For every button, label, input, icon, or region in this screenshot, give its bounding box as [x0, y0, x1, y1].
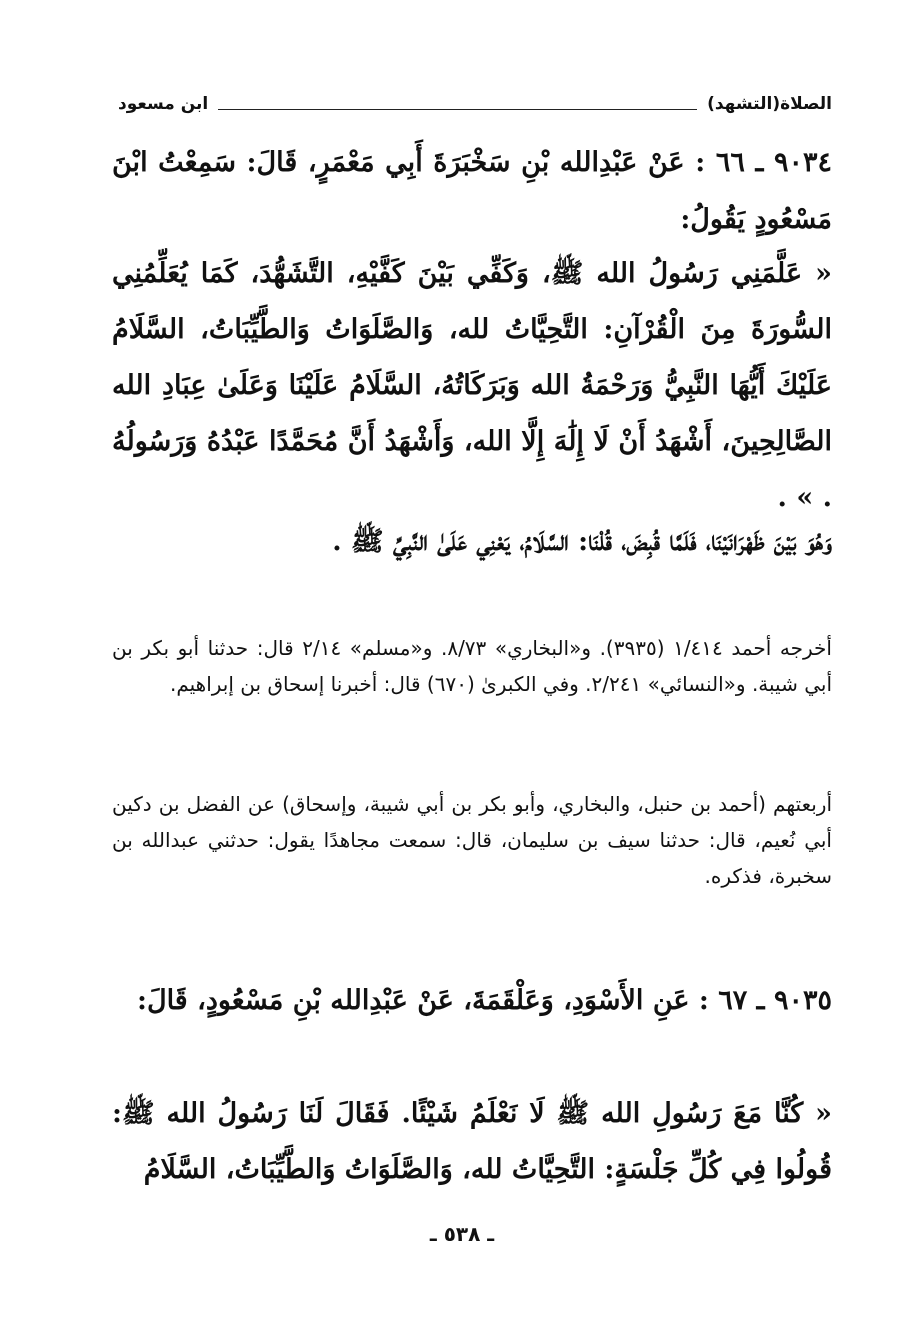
takhrij-9034-chain: أربعتهم (أحمد بن حنبل، والبخاري، وأبو بكر بن أبي شيبة، وإسحاق) عن الفضل بن دكين أبي نُعيم، قال: حدثنا سيف بن سليمان، قال: سمعت مجاهدًا يقول: حدثني عبدالله بن سخبرة، فذكره. [112, 792, 832, 888]
hadith-9034-isnad: ٩٠٣٤ ـ ٦٦ : عَنْ عَبْدِالله بْنِ سَخْبَرَةَ أَبِي مَعْمَرٍ، قَالَ: سَمِعْتُ ابْنَ مَسْعُودٍ يَقُولُ: [112, 147, 832, 235]
hadith-9035-isnad: ٩٠٣٥ ـ ٦٧ : عَنِ الأَسْوَدِ، وَعَلْقَمَةَ، عَنْ عَبْدِالله بْنِ مَسْعُودٍ، قَالَ: [136, 985, 832, 1016]
hadith-9035-matn: « كُنَّا مَعَ رَسُولِ الله ﷺ لَا نَعْلَمُ شَيْئًا. فَقَالَ لَنَا رَسُولُ الله ﷺ: قُولُوا فِي كُلِّ جَلْسَةٍ: التَّحِيَّاتُ لله، وَالصَّلَوَاتُ وَالطَّيِّبَاتُ، السَّلَامُ [112, 1098, 832, 1185]
page-number: ـ ٥٣٨ ـ [429, 1222, 495, 1246]
takhrij-9034-sources: أخرجه أحمد ١/٤١٤ (٣٩٣٥). و«البخاري» ٨/٧٣. و«مسلم» ٢/١٤ قال: حدثنا أبو بكر بن أبي شيبة. و«النسائي» ٢/٢٤١. وفي الكبرىٰ (٦٧٠) قال: أخبرنا إسحاق بن إبراهيم. [112, 636, 832, 696]
hadith-9034-addendum: وَهُوَ بَيْنَ ظَهْرَانَيْنَا، فَلَمَّا قُبِضَ، قُلْنَا: السَّلَامُ، يَعْنِي عَلَىٰ النَّبِيِّ ﷺ . [332, 526, 832, 557]
running-header [118, 92, 832, 116]
narrator-name: ابن مسعود [118, 94, 209, 114]
hadith-9034-matn: « عَلَّمَنِي رَسُولُ الله ﷺ، وَكَفِّي بَيْنَ كَفَّيْهِ، التَّشَهُّدَ، كَمَا يُعَلِّمُنِي السُّورَةَ مِنَ الْقُرْآنِ: التَّحِيَّاتُ لله، وَالصَّلَوَاتُ وَالطَّيِّبَاتُ، السَّلَامُ عَلَيْكَ أَيُّهَا النَّبِيُّ وَرَحْمَةُ الله وَبَرَكَاتُهُ، السَّلَامُ عَلَيْنَا وَعَلَىٰ عِبَادِ الله الصَّالِحِينَ، أَشْهَدُ أَنْ لَا إِلَٰهَ إِلَّا الله، وَأَشْهَدُ أَنَّ مُحَمَّدًا عَبْدُهُ وَرَسُولُهُ . » . [112, 258, 832, 513]
header-rule [218, 99, 697, 110]
chapter-title: الصلاة(التشهد) [707, 94, 832, 114]
